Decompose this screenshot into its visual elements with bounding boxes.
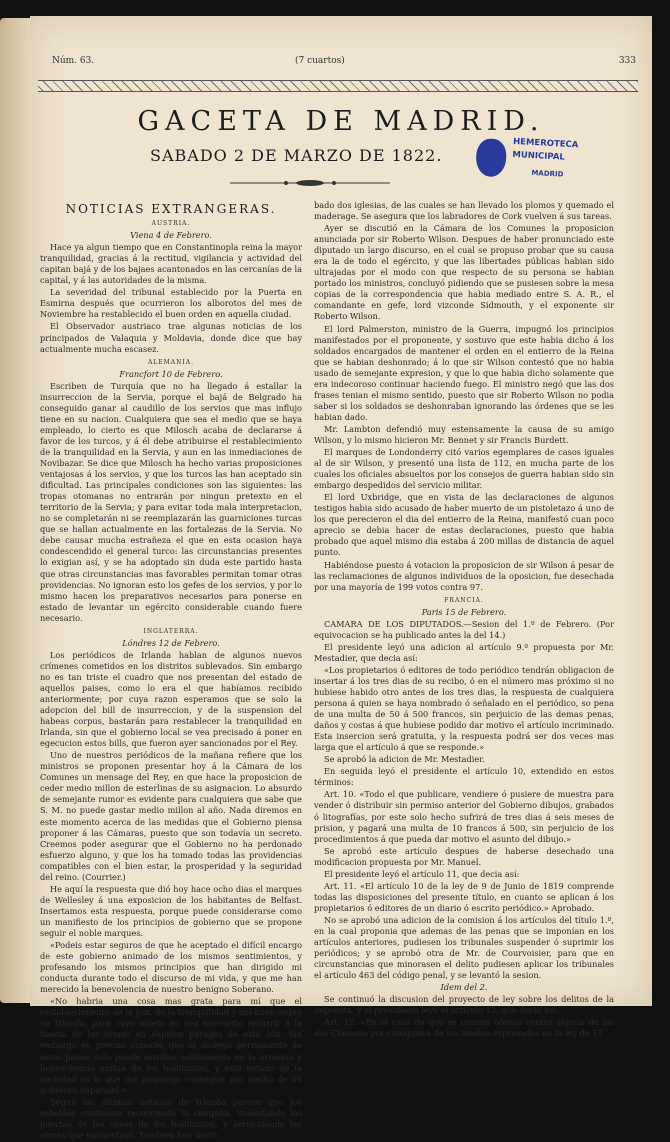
article-paragraph: Se continuó la discusion del proyecto de ley sobre los delitos de la imprenta, y el presidente leyó el artículo 12, que decia así: bbox=[314, 994, 614, 1016]
library-stamp bbox=[471, 134, 633, 192]
article-paragraph: En seguida leyó el presidente el artículo 10, extendido en estos términos: bbox=[314, 766, 614, 788]
article-paragraph: El marques de Londonderry citó varios egemplares de casos iguales al de sir Wilson, y presentó una lista de 112, en mucha parte de los cuales los oficiales absueltos por los consejos de guerra habian sido sin embargo despedidos del servicio militar. bbox=[314, 447, 614, 491]
article-paragraph: «Podeis estar seguros de que he aceptado el difícil encargo de este gobierno animado de los mismos sentimientos, y profesando los mismos principios que han dirigido mi conducta durante todo el discurso de mi vida, y que me han merecido la benevolencia de nuestro benigno Soberano. bbox=[40, 940, 302, 995]
country-heading: INGLATERRA. bbox=[143, 627, 199, 635]
newspaper-page bbox=[30, 16, 652, 1140]
masthead-title: GACETA DE MADRID. bbox=[137, 106, 545, 137]
masthead-ornament bbox=[230, 178, 390, 188]
issue-date: SABADO 2 DE MARZO DE 1822. bbox=[150, 146, 443, 165]
section-heading: NOTICIAS EXTRANGERAS. bbox=[65, 202, 277, 216]
country-heading: ALEMANIA. bbox=[147, 358, 195, 366]
article-paragraph: Uno de nuestros periódicos de la mañana refiere que los ministros se proponen presentar hoy á la Cámara de los Comunes un mensage del Rey, en que hace la proposicion de ceder medio millon de esterlinas de su asignacion. Lo absurdo de semejante rumor es evidente para cualquiera que sabe que S. M. no puede gastar medio millon al año. Nada diremos en este momento acerca de las medidas que el Gobierno piensa proponer á las Cámaras, puesto que son todavía un secreto. Creemos poder asegurar que el Gobierno no ha perdonado esfuerzo alguno, y que los ha tomado todas las providencias compatibles con el bien estar, la prosperidad y la seguridad del reino. (Courrier.) bbox=[40, 750, 302, 882]
country-heading: FRANCIA. bbox=[444, 596, 484, 604]
article-paragraph: CAMARA DE LOS DIPUTADOS.—Sesion del 1.º de Febrero. (Por equivocacion se ha publicado antes la del 14.) bbox=[314, 618, 614, 640]
dateline: Francfort 10 de Febrero. bbox=[119, 368, 223, 379]
article-paragraph: El lord Uxbridge, que en vista de las declaraciones de algunos testigos habia sido acusado de haber muerto de un pistoletazo á uno de los que perecieron el dia del entierro de la Reina, manifestó cuan poco aprecio se debia hacer de estas declaraciones, puesto que habia probado que aquel mismo dia estaba á 200 millas de distancia de aquel punto. bbox=[314, 492, 614, 558]
stamp-line-2: MUNICIPAL bbox=[512, 149, 566, 163]
article-paragraph: El presidente leyó el artículo 11, que decia así: bbox=[324, 868, 520, 879]
article-paragraph: Los periódicos de Irlanda hablan de algunos nuevos crímenes cometidos en los distritos sublevados. Sin embargo no es tan triste el cuadro que nos presentan del estado de aquellos paises, como lo era el que habíamos recibido anteriormente; por cuya razon esperamos que se solo la adopcion del bill de insurreccion, y de la suspension del habeas corpus, bastarán para restablecer la tranquilidad en Irlanda, sin que el gobierno local se vea precisado á poner en egecucion estos bills, que fueron ayer sancionados por el Rey. bbox=[40, 649, 302, 749]
article-paragraph: «Los propietarios ó editores de todo periódico tendrán obligacion de insertar á los tres dias de su recibo, ó en el número mas próximo si no hubiese habido otro antes de los tres dias, la respuesta de cualquiera persona á quien se haya nombrado ó señalado en el periódico, so pena de una multa de 50 á 500 francos, sin perjuicio de las demas penas, daños y costas á que hubiese podido dar motivo el artículo incriminado. Esta insercion será gratuita, y la respuesta podrá ser dos veces mas larga que el artículo á que se responde.» bbox=[314, 664, 614, 753]
dateline: Idem del 2. bbox=[440, 982, 488, 993]
article-paragraph: «No habria una cosa mas grata para mí que el restablecimiento de la paz, de la tranquilidad y del buen orden en Irlanda, para cuyo objeto no sea necesario recurrir á la fuerza de las armas en algunos parages de esta isla. Sin embargo es preciso conocer que el sosiego permanente de estos paises solo puede estribar sólidamente en la armonía y benevolencia mutua de los habitantes, y este estado de la sociedad es lo que me propongo conseguir por medio de un gobierno imparcial.» bbox=[40, 996, 302, 1095]
top-ornamental-border bbox=[38, 80, 638, 92]
article-paragraph: Segun las últimas noticias de Irlanda parece que los rebeldes continúan recorriendo la campiña, violentando las puertas de las casas de los habitantes, y arrebatando las armas que encuentran. Tambien han derri- bbox=[40, 1096, 302, 1140]
article-paragraph: El lord Palmerston, ministro de la Guerra, impugnó los principios manifestados por el proponente, y sostuvo que este habia dicho á los soldados encargados de mantener el orden en el entierro de la Reina que se habian deshonrado; á lo que sir Wilson contestó que no habia usado de semejante expresion, y que lo que habia dicho solamente que era indecoroso continuar haciendo fuego. El ministro negó que las dos frases tenian el mismo sentido, puesto que sir Roberto Wilson no podia saber si los soldados se deshonraban ignorando las órdenes que se les habian dado. bbox=[314, 323, 614, 422]
article-paragraph: Art. 12. «En el caso de que se cometa ofensa contra alguna de las dos Cámaras por cualquiera de los medios espresados en la ley de 17 bbox=[314, 1017, 614, 1039]
article-paragraph: Escriben de Turquía que no ha llegado á estallar la insurreccion de la Servia, porque el bajá de Belgrado ha conseguido ganar al caudillo de los servios que mas influjo tiene en su nacion. Cualquiera que sea el medio que se haya empleado, lo cierto es que Milosch acaba de declararse á favor de los turcos, y á él debe atribuirse el restablecimiento de la tranquilidad en la Servia, y aun en las inmediaciones de Novibazar. Se dice que Milosch ha hecho varias proposiciones ventajosas á los servios, y que los turcos las han aceptado sin dificultad. Las principales condiciones son las siguientes: las tropas otomanas no entrarán por ningun pretexto en el territorio de la Servia; y para evitar toda mala interpretacion, no se completarán ni se reemplazarán las guarniciones turcas que se hallan actualmente en las fortalezas de la Servia. No debe causar mucha estrañeza el que en esta ocasion haya condescendido el general turco: las circunstancias presentes lo exigian así, y se ha adoptado sin duda este partido hasta que otras circunstancias mas favorables permitan tomar otras providencias. No ignoran esto los gefes de los servios, y por lo mismo hacen los preparativos necesarios para ponerse en estado de levantar un egército considerable cuando fuere necesario. bbox=[40, 380, 302, 623]
article-paragraph: Se aprobó la adicion de Mr. Mestadier. bbox=[324, 754, 485, 765]
issue-number: Núm. 63. bbox=[52, 56, 95, 66]
column-right bbox=[314, 200, 614, 1040]
article-paragraph: Mr. Lambton defendió muy estensamente la causa de su amigo Wilson, y lo mismo hicieron Mr. Bennet y sir Francis Burdett. bbox=[314, 423, 614, 445]
article-paragraph: bado dos iglesias, de las cuales se han llevado los plomos y quemado el maderage. Se asegura que los labradores de Cork vuelven á sus tareas. bbox=[314, 200, 614, 222]
article-paragraph: La severidad del tribunal establecido por la Puerta en Esmirna después que ocurrieron los alborotos del mes de Noviembre ha restablecido el buen orden en aquella ciudad. bbox=[40, 287, 302, 320]
article-paragraph: El presidente leyó una adicion al artículo 9.º propuesta por Mr. Mestadier, que decia así: bbox=[314, 641, 614, 663]
article-paragraph: Art. 10. «Todo el que publicare, vendiere ó pusiere de muestra para vender ó distribuir sin permiso anterior del Gobierno dibujos, grabados ó litografías, por este solo hecho sufrirá de tres dias á seis meses de prision, y pagará una multa de 10 francos á 500, sin perjuicio de los procedimientos á que pueda dar motivo el asunto del dibujo.» bbox=[314, 789, 614, 844]
article-paragraph: He aquí la respuesta que dió hoy hace ocho dias el marques de Wellesley á una exposicion de los habitantes de Belfast. Insertamos esta respuesta, porque puede considerarse como un manifiesto de los principios de gobierno que se propone seguir el noble marques. bbox=[40, 883, 302, 938]
seal-icon bbox=[475, 138, 507, 178]
article-paragraph: Ayer se discutió en la Cámara de los Comunes la proposicion anunciada por sir Roberto Wilson. Despues de haber pronunciado este diputado un largo discurso, en el cual se propuso probar que su causa era la de todo el egército, y que las libertades públicas habian sido ultrajadas por el modo con que respecto de su persona se habian portado los ministros, concluyó pidiendo que se pusiesen sobre la mesa copias de la correspondencia que habia mediado entre S. A. R., el comandante en gefe, lord vizconde Sidmouth, y el exponente sir Roberto Wilson. bbox=[314, 223, 614, 322]
dateline: Viena 4 de Febrero. bbox=[130, 230, 212, 241]
adjacent-page-edge bbox=[0, 18, 32, 1003]
article-paragraph: Se aprobó este artículo despues de haberse desechado una modificacion propuesta por Mr. Manuel. bbox=[314, 845, 614, 867]
article-paragraph: No se aprobó una adicion de la comision á los artículos del título 1.º, en la cual proponia que ademas de las penas que se imponían en los artículos anteriores, pudiesen los tribunales suspender ó suprimir los periódicos; y se aprobó otra de Mr. de Courvoisier, para que en circunstancias que minorasen el delito pudiesen aplicar los tribunales el artículo 463 del código penal, y se levantó la sesion. bbox=[314, 914, 614, 981]
article-paragraph: El Observador austriaco trae algunas noticias de los principados de Valaquia y Moldavia, donde dice que hay actualmente mucha escasez. bbox=[40, 321, 302, 354]
page-number: 333 bbox=[618, 56, 636, 66]
dateline: Lóndres 12 de Febrero. bbox=[122, 637, 220, 648]
stamp-line-3: MADRID bbox=[531, 168, 564, 179]
column-left bbox=[40, 202, 302, 1142]
article-paragraph: Habiéndose puesto á votacion la proposicion de sir Wilson á pesar de las reclamaciones de algunos individuos de la oposicion, fue desechada por una mayoría de 199 votos contra 97. bbox=[314, 559, 614, 592]
dateline: Paris 15 de Febrero. bbox=[421, 606, 507, 617]
stamp-line-1: HEMEROTECA bbox=[512, 136, 579, 151]
issue-price: (7 cuartos) bbox=[295, 56, 345, 66]
article-paragraph: Art. 11. «El artículo 10 de la ley de 9 de Junio de 1819 comprende todas las disposiciones del presente título, en cuanto se aplican á los propietarios ó editores de un diario ó escrito periódico.» Aprobado. bbox=[314, 880, 614, 913]
article-paragraph: Hace ya algun tiempo que en Constantinopla reina la mayor tranquilidad, gracias á la rectitud, vigilancia y actividad del capitan bajá y de los bajaes acantonados en las cercanías de la capital, y á las autoridades de la misma. bbox=[40, 242, 302, 286]
country-heading: AUSTRIA. bbox=[151, 220, 191, 228]
